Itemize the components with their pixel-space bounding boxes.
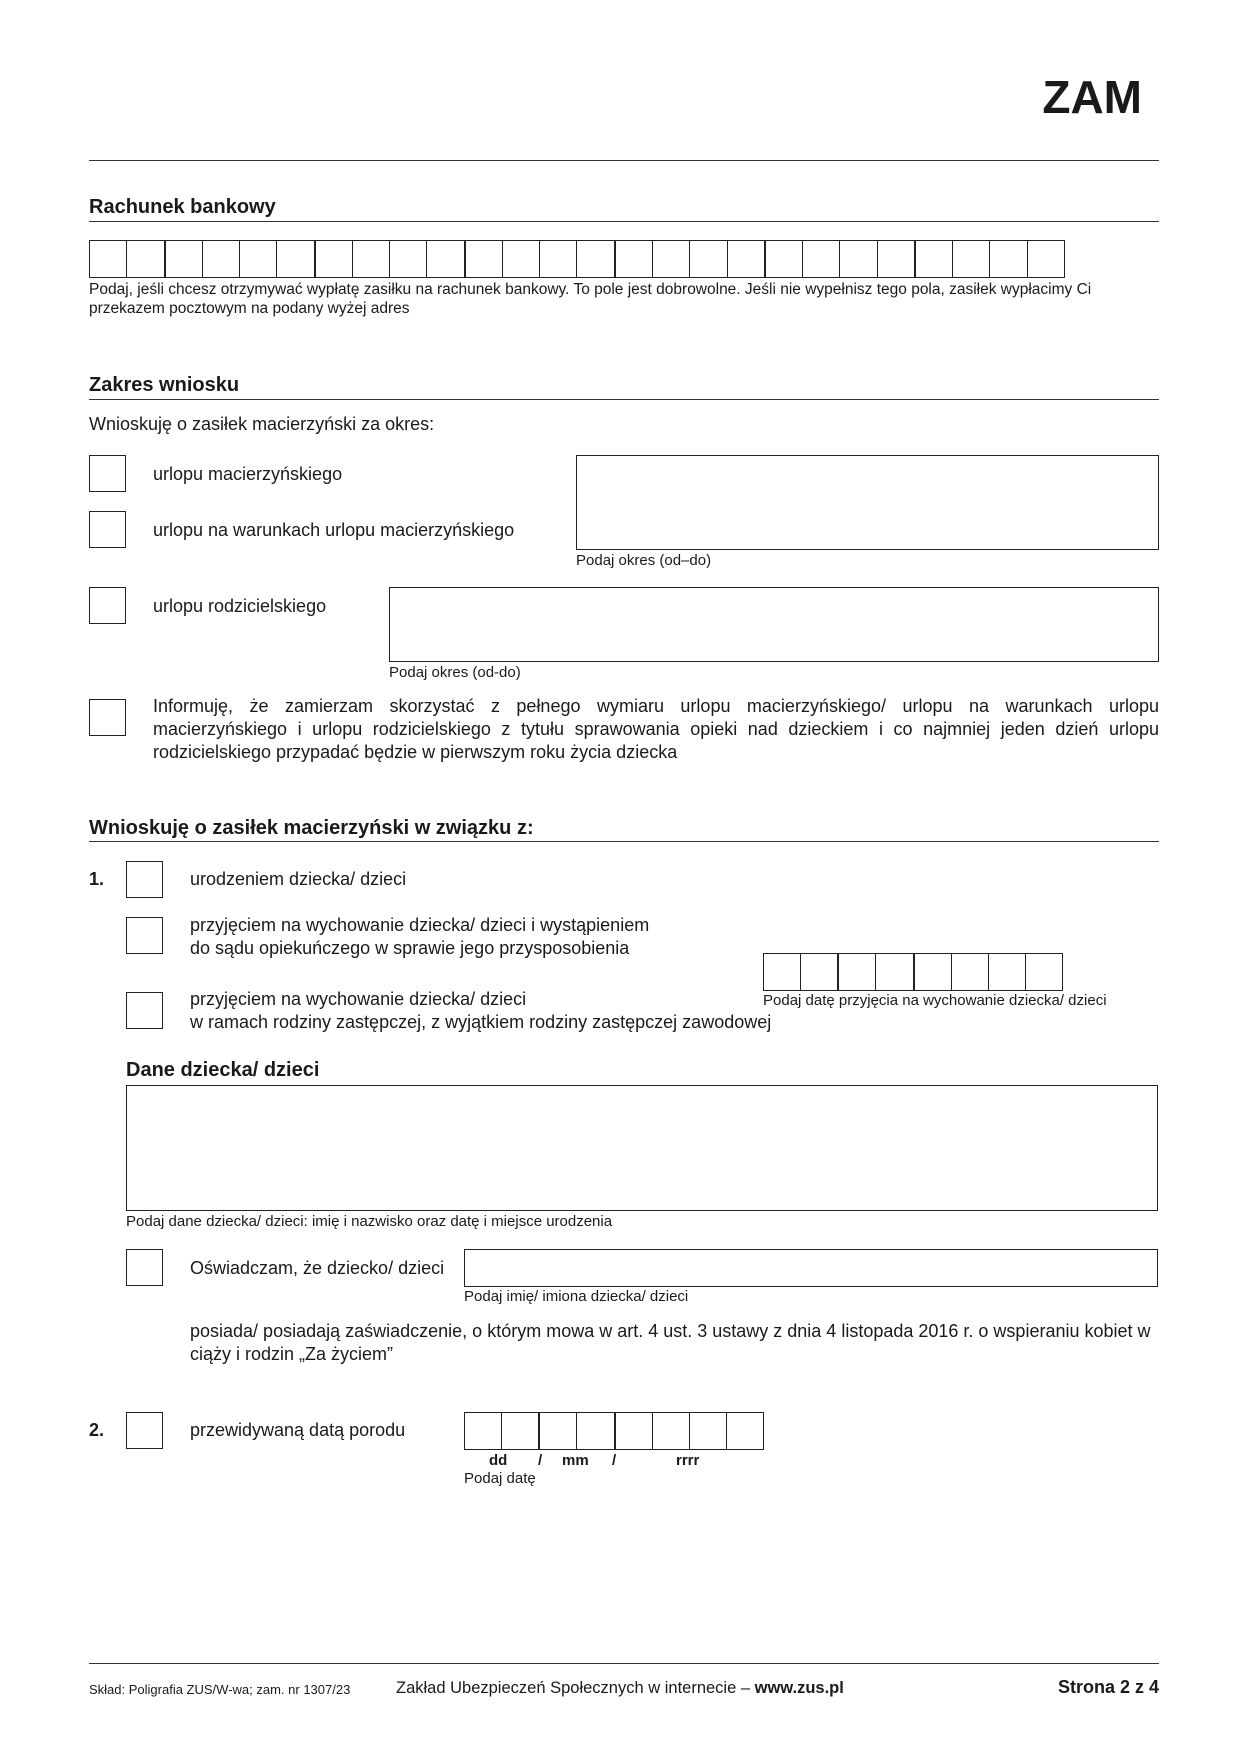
- acceptance-date-field[interactable]: [763, 953, 1063, 991]
- due-date-hint: Podaj datę: [464, 1470, 536, 1487]
- date-format-mm: mm: [562, 1452, 589, 1469]
- child-data-field[interactable]: [126, 1085, 1158, 1211]
- adoption-label-line2: do sądu opiekuńczego w sprawie jego przysposobienia: [190, 938, 630, 958]
- footer-site: [396, 1679, 844, 1698]
- due-date-digit-cell[interactable]: [653, 1413, 690, 1449]
- parental-leave-label: urlopu rodzicielskiego: [153, 596, 327, 616]
- bank-account-digit-cell[interactable]: [766, 241, 803, 277]
- header-divider: [89, 160, 1159, 161]
- maternity-leave-label: urlopu macierzyńskiego: [153, 464, 343, 484]
- declaration-label: Oświadczam, że dziecko/ dzieci: [190, 1258, 445, 1278]
- bank-account-digit-cell[interactable]: [390, 241, 427, 277]
- bank-account-digit-cell[interactable]: [728, 241, 766, 277]
- acceptance-date-digit-cell[interactable]: [989, 954, 1026, 990]
- maternity-period-hint: Podaj okres (od–do): [576, 552, 712, 569]
- bank-account-digit-cell[interactable]: [127, 241, 165, 277]
- maternity-leave-checkbox[interactable]: [89, 455, 126, 492]
- foster-label-line2: w ramach rodziny zastępczej, z wyjątkiem rodziny zastępczej zawodowej: [190, 1012, 772, 1032]
- due-date-digit-cell[interactable]: [690, 1413, 727, 1449]
- footer-divider: [89, 1663, 1159, 1664]
- due-date-label: przewidywaną datą porodu: [190, 1420, 406, 1440]
- acceptance-date-digit-cell[interactable]: [915, 954, 952, 990]
- bank-account-hint: Podaj, jeśli chcesz otrzymywać wypłatę zasiłku na rachunek bankowy. To pole jest dobrowolne. Jeśli nie wypełnisz tego pola, zasiłek wypłacimy Ci przekazem pocztowym na podany wyżej adres: [89, 281, 1092, 317]
- maternity-terms-leave-checkbox[interactable]: [89, 511, 126, 548]
- bank-account-digit-cell[interactable]: [616, 241, 653, 277]
- maternity-period-field[interactable]: [576, 455, 1159, 550]
- bank-account-digit-cell[interactable]: [803, 241, 840, 277]
- date-format-sep2: /: [612, 1452, 617, 1469]
- date-format-yyyy: rrrr: [676, 1452, 700, 1469]
- bank-account-digit-cell[interactable]: [690, 241, 727, 277]
- parental-period-hint: Podaj okres (od-do): [389, 664, 521, 681]
- certificate-text: posiada/ posiadają zaświadczenie, o którym mowa w art. 4 ust. 3 ustawy z dnia 4 listopada 2016 r. o wspieraniu kobiet w ciąży i rodzin „Za życiem”: [190, 1321, 1151, 1364]
- due-date-digit-cell[interactable]: [465, 1413, 502, 1449]
- bank-account-digit-cell[interactable]: [90, 241, 127, 277]
- bank-account-number-field[interactable]: [89, 240, 1065, 278]
- bank-account-digit-cell[interactable]: [1028, 241, 1064, 277]
- adoption-checkbox[interactable]: [126, 917, 163, 954]
- bank-account-digit-cell[interactable]: [427, 241, 465, 277]
- foster-checkbox[interactable]: [126, 992, 163, 1029]
- acceptance-date-digit-cell[interactable]: [876, 954, 914, 990]
- due-date-digit-cell[interactable]: [577, 1413, 615, 1449]
- due-date-digit-cell[interactable]: [540, 1413, 577, 1449]
- scope-divider: [89, 399, 1159, 400]
- acceptance-date-digit-cell[interactable]: [1026, 954, 1062, 990]
- acceptance-date-hint: Podaj datę przyjęcia na wychowanie dziecka/ dzieci: [763, 992, 1107, 1009]
- child-data-title: Dane dziecka/ dzieci: [126, 1059, 320, 1081]
- acceptance-date-digit-cell[interactable]: [764, 954, 801, 990]
- child-names-field[interactable]: [464, 1249, 1158, 1287]
- footer-site-url[interactable]: www.zus.pl: [754, 1679, 844, 1697]
- child-names-hint: Podaj imię/ imiona dziecka/ dzieci: [464, 1288, 689, 1305]
- bank-account-digit-cell[interactable]: [203, 241, 240, 277]
- bank-account-digit-cell[interactable]: [540, 241, 577, 277]
- reason-number-2: 2.: [89, 1420, 105, 1440]
- scope-intro: Wnioskuję o zasiłek macierzyński za okres:: [89, 414, 435, 434]
- bank-account-digit-cell[interactable]: [916, 241, 953, 277]
- footer-page-number: Strona 2 z 4: [1057, 1677, 1159, 1697]
- parental-period-field[interactable]: [389, 587, 1159, 662]
- bank-account-digit-cell[interactable]: [240, 241, 277, 277]
- birth-checkbox[interactable]: [126, 861, 163, 898]
- bank-account-digit-cell[interactable]: [466, 241, 503, 277]
- bank-account-digit-cell[interactable]: [503, 241, 540, 277]
- form-code: ZAM: [1042, 71, 1142, 123]
- maternity-terms-leave-label: urlopu na warunkach urlopu macierzyńskiego: [153, 520, 515, 540]
- due-date-digit-cell[interactable]: [727, 1413, 763, 1449]
- bank-account-digit-cell[interactable]: [653, 241, 690, 277]
- bank-account-digit-cell[interactable]: [353, 241, 390, 277]
- acceptance-date-digit-cell[interactable]: [952, 954, 989, 990]
- footer-site-text: Zakład Ubezpieczeń Społecznych w internecie –: [396, 1679, 755, 1697]
- reason-divider: [89, 841, 1159, 842]
- foster-label-line1: przyjęciem na wychowanie dziecka/ dzieci: [190, 989, 527, 1009]
- bank-account-digit-cell[interactable]: [953, 241, 990, 277]
- footer-print-info: Skład: Poligrafia ZUS/W-wa; zam. nr 1307/23: [89, 1682, 351, 1697]
- reason-title: Wnioskuję o zasiłek macierzyński w związku z:: [89, 817, 534, 839]
- reason-number-1: 1.: [89, 869, 105, 889]
- due-date-digit-cell[interactable]: [502, 1413, 540, 1449]
- scope-title: Zakres wniosku: [89, 374, 240, 396]
- due-date-checkbox[interactable]: [126, 1412, 163, 1449]
- bank-account-digit-cell[interactable]: [840, 241, 877, 277]
- bank-account-divider: [89, 221, 1159, 222]
- bank-account-digit-cell[interactable]: [878, 241, 916, 277]
- acceptance-date-digit-cell[interactable]: [801, 954, 839, 990]
- due-date-field[interactable]: [464, 1412, 764, 1450]
- child-data-hint: Podaj dane dziecka/ dzieci: imię i nazwisko oraz datę i miejsce urodzenia: [126, 1213, 613, 1230]
- date-format-sep1: /: [538, 1452, 543, 1469]
- declaration-checkbox[interactable]: [126, 1249, 163, 1286]
- full-leave-statement: Informuję, że zamierzam skorzystać z pełnego wymiaru urlopu macierzyńskiego/ urlopu na warunkach urlopu macierzyńskiego i urlopu rodzicielskiego z tytułu sprawowania opieki nad dzieckiem i co najmniej jeden dzień urlopu rodzicielskiego przypadać będzie w pierwszym roku życia dziecka: [153, 696, 1159, 762]
- bank-account-digit-cell[interactable]: [277, 241, 315, 277]
- full-leave-checkbox[interactable]: [89, 699, 126, 736]
- birth-label: urodzeniem dziecka/ dzieci: [190, 869, 407, 889]
- acceptance-date-digit-cell[interactable]: [839, 954, 876, 990]
- due-date-digit-cell[interactable]: [616, 1413, 653, 1449]
- bank-account-digit-cell[interactable]: [316, 241, 353, 277]
- parental-leave-checkbox[interactable]: [89, 587, 126, 624]
- bank-account-title: Rachunek bankowy: [89, 196, 276, 218]
- bank-account-digit-cell[interactable]: [166, 241, 203, 277]
- adoption-label-line1: przyjęciem na wychowanie dziecka/ dzieci i wystąpieniem: [190, 915, 650, 935]
- bank-account-digit-cell[interactable]: [577, 241, 615, 277]
- bank-account-digit-cell[interactable]: [990, 241, 1027, 277]
- date-format-dd: dd: [489, 1452, 508, 1469]
